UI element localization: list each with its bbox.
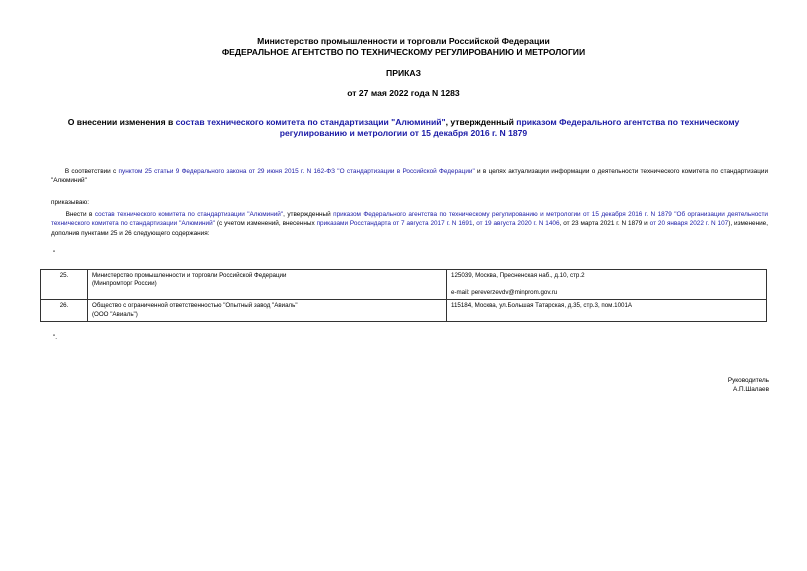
preamble-text-1: В соответствии с [64,168,119,175]
quote-open: " [53,250,56,257]
address-cell [447,270,767,300]
quote-close: ". [53,334,58,341]
agency-name: ФЕДЕРАЛЬНОЕ АГЕНТСТВО ПО ТЕХНИЧЕСКОМУ РЕГУЛИРОВАНИЮ И МЕТРОЛОГИИ [221,47,586,57]
preamble-text-2: и в целях актуализации информации о деятельности технического комитета по стандартизации "Алюминий" [51,168,769,185]
order-text-2: , утвержденный [283,211,334,218]
order-text-1: Внести в [65,211,95,218]
organization-cell [88,270,447,300]
address-text: 115184, Москва, ул.Большая Татарская, д.35, стр.3, пом.1001А [451,302,633,310]
address-text: 125039, Москва, Пресненская наб., д.10, стр.2 [451,272,585,279]
title-link-committee[interactable]: состав технического комитета по стандартизации "Алюминий" [175,117,446,127]
doc-date-number: от 27 мая 2022 года N 1283 [347,88,460,98]
organization-short: (Минпромторг России) [92,280,157,288]
organization-name: Общество с ограниченной ответственностью "Опытный завод "Авиаль" [92,302,298,310]
order-text-3: (с учетом изменений, внесенных [214,220,317,228]
preamble-link-law[interactable]: пунктом 25 статьи 9 Федерального закона от 29 июня 2015 г. N 162-ФЗ "О стандартизации в Российской Федерации" [118,168,475,175]
organization-short: (ООО "Авиаль") [92,310,138,318]
order-link-1691[interactable]: приказами Росстандарта от 7 августа 2017 г. N 1691 [316,220,473,228]
order-text-4: , [472,220,477,228]
title-link-order[interactable]: приказом Федерального агентства по техническому регулированию и метрологии от 15 декабря 2016 г. N 1879 [279,117,740,138]
order-text-5: , от 23 марта 2021 г. N 1879 и [559,220,650,228]
order-link-1879[interactable]: приказом Федерального агентства по техническому регулированию и метрологии от 15 декабря 2016 г. N 1879 "Об организации деятельности технического комитета по стандартизации "Алюминий" [51,211,768,228]
doc-type: ПРИКАЗ [386,68,421,78]
table-row [41,270,767,300]
row-number: 25. [41,270,88,300]
address-cell [447,300,767,322]
organization-cell [88,300,447,322]
doc-title [50,117,757,139]
signature-name: А.П.Шалаев [732,386,769,393]
order-word: приказываю: [51,199,89,206]
amendment-table [40,269,767,322]
order-paragraph [51,210,768,238]
ministry-name: Министерство промышленности и торговли Российской Федерации [257,36,550,46]
title-middle: , утвержденный [445,117,517,127]
signature-role: Руководитель [727,377,769,384]
order-link-107[interactable]: от 20 января 2022 г. N 107 [649,220,729,228]
email-text: e-mail: pereverzevdv@minprom.gov.ru [451,288,558,296]
row-number: 26. [41,300,88,322]
order-link-committee[interactable]: состав технического комитета по стандартизации "Алюминий" [94,211,284,218]
order-link-1406[interactable]: от 19 августа 2020 г. N 1406 [476,220,560,228]
order-text-6: ), изменение, дополнив пунктами 25 и 26 следующего содержания: [51,220,768,237]
table-row [41,300,767,322]
preamble-paragraph [51,167,768,186]
title-prefix: О внесении изменения в [67,117,176,127]
organization-name: Министерство промышленности и торговли Российской Федерации [92,272,287,279]
